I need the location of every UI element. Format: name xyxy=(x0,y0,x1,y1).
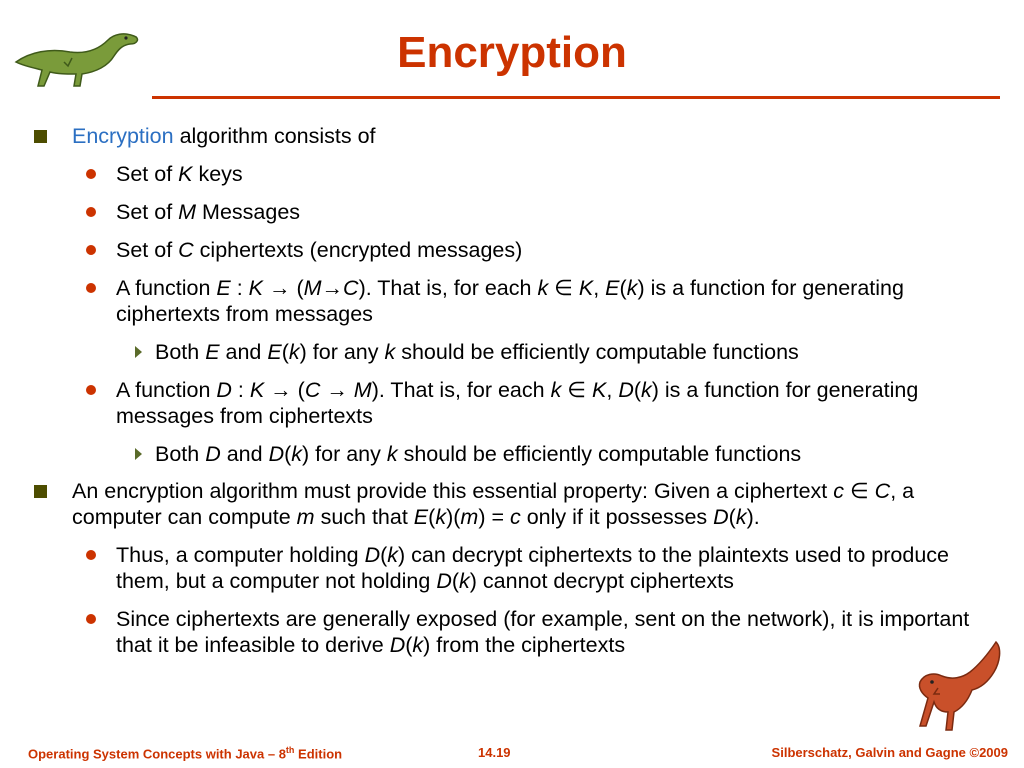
round-bullet-icon xyxy=(86,207,96,217)
math-var: D xyxy=(268,442,285,466)
bullet-text: ) can decrypt ciphertexts to the plaintexts used to produce them, but a computer not holding xyxy=(116,543,949,593)
footer-page-number: 14.19 xyxy=(478,745,511,760)
math-var: D xyxy=(618,378,634,402)
math-symbol: ∈ xyxy=(561,378,593,402)
math-var: D xyxy=(205,442,221,466)
square-bullet-icon xyxy=(34,130,47,143)
round-bullet-icon xyxy=(86,550,96,560)
math-var: C xyxy=(343,276,359,300)
bullet-text: ( xyxy=(619,276,627,300)
bullet-text: An encryption algorithm must provide this essential property: Given a ciphertext xyxy=(72,479,834,503)
square-bullet-icon xyxy=(34,485,47,498)
bullet-text: ) from the ciphertexts xyxy=(423,633,626,657)
bullet-text: ) is a function for generating ciphertexts from messages xyxy=(116,276,904,326)
math-var: M xyxy=(178,200,197,224)
math-var: k xyxy=(386,442,398,466)
bullet-text: Since ciphertexts are generally exposed (for example, sent on the network), it is important that it be infeasible to derive xyxy=(116,607,970,657)
bullet-text: Set of xyxy=(116,200,179,224)
math-var: C xyxy=(304,378,321,402)
bullet-text: ( xyxy=(728,505,736,529)
bullet-text: ciphertexts (encrypted messages) xyxy=(193,238,523,262)
math-var: E xyxy=(205,340,220,364)
math-symbol: ∈ xyxy=(548,276,579,300)
bullet-text: : xyxy=(231,378,250,402)
math-var: k xyxy=(384,340,396,364)
sub-bullet-keys xyxy=(30,161,985,187)
sub-bullet-function-d xyxy=(30,377,985,429)
math-var: m xyxy=(460,505,479,529)
bullet-essential-property xyxy=(30,478,985,530)
footer-text: Edition xyxy=(294,746,343,762)
bullet-text: should be efficiently computable functions xyxy=(397,442,802,466)
bullet-text: A function xyxy=(116,378,217,402)
math-symbol: ∈ xyxy=(843,479,875,503)
bullet-text: , xyxy=(606,378,619,402)
title-divider xyxy=(152,96,1000,99)
math-var: D xyxy=(713,505,729,529)
math-var: D xyxy=(216,378,232,402)
sub-bullet-messages xyxy=(30,199,985,225)
bullet-text: ( xyxy=(284,442,292,466)
math-var: E xyxy=(605,276,620,300)
math-var: K xyxy=(248,276,264,300)
math-var: D xyxy=(389,633,406,657)
math-var: k xyxy=(412,633,424,657)
bullet-text: and xyxy=(219,340,268,364)
math-var: k xyxy=(537,276,549,300)
math-var: c xyxy=(833,479,844,503)
math-var: k xyxy=(288,340,300,364)
sub-sub-bullet-e-computable xyxy=(30,339,985,365)
footer-authors: Silberschatz, Galvin and Gagne ©2009 xyxy=(771,745,1008,760)
bullet-text: ) = xyxy=(478,505,510,529)
dinosaur-red-icon xyxy=(908,638,1008,734)
bullet-text: , xyxy=(593,276,606,300)
math-var: m xyxy=(296,505,315,529)
math-var: E xyxy=(267,340,282,364)
bullet-text: Both xyxy=(155,340,206,364)
round-bullet-icon xyxy=(86,385,96,395)
bullet-text: , a computer can compute xyxy=(72,479,915,529)
round-bullet-icon xyxy=(86,245,96,255)
bullet-encryption-algorithm xyxy=(30,123,985,149)
math-var: K xyxy=(578,276,594,300)
bullet-text: ( xyxy=(281,340,289,364)
bullet-text: A function xyxy=(116,276,217,300)
bullet-text: and xyxy=(220,442,269,466)
sub-bullet-infeasible xyxy=(30,606,985,658)
slide-title: Encryption xyxy=(397,28,627,77)
math-var: C xyxy=(874,479,891,503)
sub-bullet-decrypt-holding xyxy=(30,542,985,594)
bullet-text: → ( xyxy=(264,378,305,402)
math-var: M xyxy=(303,276,322,300)
bullet-text: ) for any xyxy=(299,340,385,364)
math-var: k xyxy=(387,543,399,567)
bullet-text: such that xyxy=(314,505,414,529)
triangle-bullet-icon xyxy=(135,448,142,460)
round-bullet-icon xyxy=(86,283,96,293)
math-var: E xyxy=(413,505,429,529)
bullet-text: ( xyxy=(633,378,642,402)
bullet-text: algorithm consists of xyxy=(173,124,376,148)
bullet-text: ) cannot decrypt ciphertexts xyxy=(469,569,734,593)
math-var: k xyxy=(291,442,303,466)
bullet-text: Set of xyxy=(116,238,179,262)
bullet-text: Both xyxy=(155,442,206,466)
sub-sub-bullet-d-computable xyxy=(30,441,985,467)
round-bullet-icon xyxy=(86,614,96,624)
bullet-text: ) is a function for generating messages from ciphertexts xyxy=(116,378,919,428)
math-var: k xyxy=(435,505,447,529)
footer-superscript: th xyxy=(285,745,295,755)
math-symbol: → xyxy=(321,276,344,300)
bullet-text: ( xyxy=(405,633,413,657)
footer-book-title xyxy=(28,745,342,761)
bullet-text: ). That is, for each xyxy=(358,276,538,300)
math-var: k xyxy=(735,505,747,529)
math-var: k xyxy=(459,569,470,593)
bullet-text: Thus, a computer holding xyxy=(116,543,365,567)
math-symbol: → xyxy=(320,378,354,402)
math-var: E xyxy=(216,276,231,300)
math-var: D xyxy=(364,543,381,567)
footer-text: Operating System Concepts with Java – 8 xyxy=(28,746,286,762)
bullet-text: keys xyxy=(192,162,243,186)
bullet-text: ( xyxy=(380,543,388,567)
math-var: k xyxy=(626,276,638,300)
sub-bullet-ciphertexts xyxy=(30,237,985,263)
math-var: K xyxy=(592,378,607,402)
bullet-text: → ( xyxy=(263,276,304,300)
bullet-text: ( xyxy=(428,505,436,529)
encryption-term: Encryption xyxy=(72,124,174,148)
bullet-text: : xyxy=(230,276,249,300)
bullet-text: ). That is, for each xyxy=(371,378,551,402)
bullet-text: only if it possesses xyxy=(520,505,714,529)
math-var: K xyxy=(178,162,193,186)
bullet-text: ) for any xyxy=(302,442,387,466)
bullet-text: should be efficiently computable functions xyxy=(395,340,799,364)
math-var: M xyxy=(353,378,372,402)
slide-content xyxy=(30,112,985,658)
triangle-bullet-icon xyxy=(135,346,142,358)
bullet-text: ). xyxy=(746,505,760,529)
math-var: c xyxy=(509,505,521,529)
math-var: k xyxy=(550,378,562,402)
sub-bullet-function-e xyxy=(30,275,985,327)
round-bullet-icon xyxy=(86,169,96,179)
bullet-text: ( xyxy=(451,569,460,593)
math-var: C xyxy=(178,238,194,262)
math-var: D xyxy=(436,569,452,593)
math-var: K xyxy=(249,378,265,402)
math-var: k xyxy=(641,378,652,402)
bullet-text: Set of xyxy=(116,162,179,186)
bullet-text: Messages xyxy=(196,200,301,224)
bullet-text: )( xyxy=(446,505,461,529)
